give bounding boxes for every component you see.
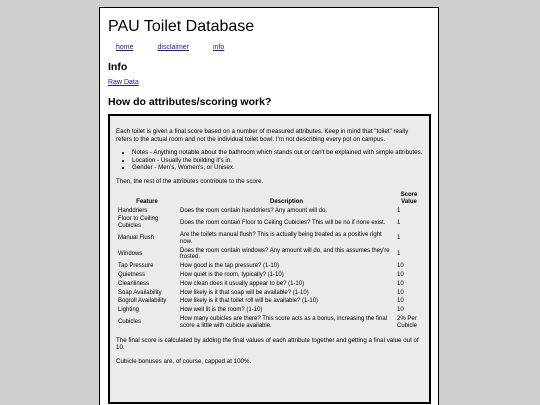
intro-paragraph: Each toilet is given a final score based on a number of measured attributes. Keep in mind that "toilet" really refers to the actual room and not the individual toilet bowl. I'm not describing every pot on campus.	[116, 128, 409, 143]
cell-feature: Cubicles	[118, 319, 142, 326]
table-row	[116, 207, 423, 216]
nav-disclaimer-link[interactable]: disclaimer	[157, 44, 190, 51]
bullet-location: • Location - Usually the building it's in.	[132, 157, 423, 165]
table-row	[116, 306, 423, 315]
cell-description: How clean does it usually appear to be? (1-10)	[180, 280, 305, 287]
nav-home-link[interactable]: home	[116, 44, 134, 51]
cell-feature: Floor to Ceiling Cubicles	[118, 216, 159, 230]
table-row	[116, 247, 423, 263]
cell-score-value: 1	[397, 235, 401, 242]
table-row	[116, 289, 423, 298]
table-row	[116, 297, 423, 306]
cell-feature: Handdriers	[118, 207, 148, 214]
cell-description: How good is the tap pressure? (1-10)	[180, 263, 280, 270]
table-row	[116, 262, 423, 271]
cell-feature: Soap Availability	[118, 289, 162, 296]
cell-score-value: 10	[397, 263, 404, 270]
cell-description: Does the room contain handdriers? Any amount will do.	[180, 207, 328, 214]
table-row	[116, 315, 423, 331]
cell-score-value: 2% Per Cubicle	[397, 315, 418, 329]
cell-score-value: 10	[397, 271, 404, 278]
cell-description: How likely is it that toilet roll will be available? (1-10)	[180, 298, 319, 305]
site-title: PAU Toilet Database	[108, 18, 255, 35]
bullet-notes: • Notes - Anything notable about the bathroom which stands out or can't be explained with simple attributes.	[132, 149, 423, 157]
table-header-row	[116, 191, 423, 207]
cell-feature: Manual Flush	[118, 235, 155, 242]
table-row	[116, 271, 423, 280]
then-paragraph: Then, the rest of the attributes contribute to the score.	[116, 177, 264, 185]
cell-score-value: 10	[397, 307, 404, 314]
cell-description: Does the room contain windows? Any amount will do, and this assumes they're frosted.	[180, 247, 390, 261]
table-row	[116, 231, 423, 247]
bullet-gender: • Gender - Men's, Women's, or Unisex.	[132, 164, 423, 172]
cell-feature: Tap Pressure	[118, 263, 154, 270]
header-feature: Feature	[136, 198, 158, 205]
cubicle-bonus-paragraph: Cubicle bonuses are, of course, capped at 100%.	[116, 357, 252, 365]
scoring-heading: How do attributes/scoring work?	[108, 96, 272, 108]
cell-feature: Cleanliness	[118, 280, 150, 287]
cell-score-value: 10	[397, 289, 404, 296]
info-heading: Info	[108, 61, 128, 73]
cell-description: How well lit is the room? (1-10)	[180, 307, 263, 314]
top-nav	[116, 44, 430, 51]
cell-feature: Lighting	[118, 307, 140, 314]
cell-feature: Windows	[118, 250, 143, 257]
header-description: Description	[269, 198, 303, 205]
cell-score-value: 10	[397, 298, 404, 305]
cell-score-value: 1	[397, 250, 401, 257]
main-page	[99, 7, 439, 405]
cell-description: How likely is it that soap will be available? (1-10)	[180, 289, 309, 296]
final-score-paragraph: The final score is calculated by adding the final values of each attribute together and getting a final value out of 10.	[116, 336, 419, 352]
cell-feature: Bogroll Availability	[118, 298, 167, 305]
cell-feature: Quietness	[118, 271, 146, 278]
raw-data-link[interactable]: Raw Data	[108, 79, 139, 86]
cell-description: How many cubicles are there? This score acts as a bonus, increasing the final score a little with cubicle available.	[180, 315, 387, 329]
attribute-bullet-list	[116, 149, 423, 172]
cell-score-value: 10	[397, 280, 404, 287]
table-row	[116, 215, 423, 231]
cell-description: Are the toilets manual flush? This is actually being treated as a positive right now.	[180, 231, 382, 245]
cell-description: How quiet is the room, typically? (1-10)	[180, 271, 284, 278]
scoring-explanation-box	[108, 114, 431, 404]
nav-info-link[interactable]: info	[213, 44, 225, 51]
table-row	[116, 280, 423, 289]
cell-score-value: 1	[397, 207, 401, 214]
attributes-table	[116, 191, 423, 331]
cell-description: Does the room contain Floor to Ceiling Cubicies? This will be no if none exist.	[180, 219, 386, 226]
cell-score-value: 1	[397, 219, 401, 226]
table-body	[116, 207, 423, 331]
header-score-value: Score Value	[400, 192, 418, 205]
